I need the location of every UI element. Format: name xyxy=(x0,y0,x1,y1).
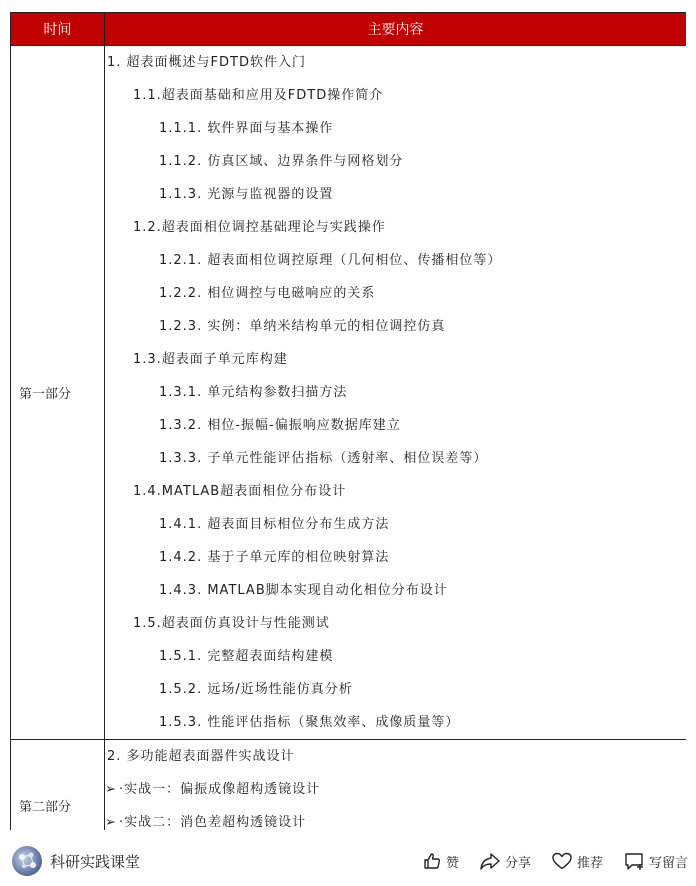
outline-line: 1.1.2. 仿真区域、边界条件与网格划分 xyxy=(159,154,404,169)
share-button[interactable] xyxy=(479,851,531,871)
table-header-row xyxy=(11,13,687,46)
recommend-label: 推荐 xyxy=(576,855,603,871)
comment-button[interactable] xyxy=(623,851,688,871)
part2-label: 第二部分 xyxy=(11,740,105,831)
part1-content xyxy=(105,46,687,740)
outline-line: 1. 超表面概述与FDTD软件入门 xyxy=(107,55,306,70)
outline-line: 1.1.1. 软件界面与基本操作 xyxy=(159,121,334,136)
comment-label: 写留言 xyxy=(648,855,688,871)
outline-line: 1.2.3. 实例：单纳米结构单元的相位调控仿真 xyxy=(159,319,446,334)
account-name[interactable]: 科研实践课堂 xyxy=(50,852,141,871)
part2-content xyxy=(105,740,687,831)
outline-line: 1.4.MATLAB超表面相位分布设计 xyxy=(133,484,347,499)
outline-line: 1.1.超表面基础和应用及FDTD操作简介 xyxy=(133,88,384,103)
outline-line: 1.4.3. MATLAB脚本实现自动化相位分布设计 xyxy=(159,583,448,598)
outline-line: 1.2.超表面相位调控基础理论与实践操作 xyxy=(133,220,386,235)
heart-icon xyxy=(551,851,573,871)
outline-line: 1.4.1. 超表面目标相位分布生成方法 xyxy=(159,517,390,532)
course-table xyxy=(10,12,686,830)
like-label: 赞 xyxy=(445,855,459,871)
like-button[interactable] xyxy=(422,851,459,871)
outline-line: 1.1.3. 光源与监视器的设置 xyxy=(159,187,334,202)
header-content: 主要内容 xyxy=(105,13,687,46)
outline-line: 1.3.2. 相位-振幅-偏振响应数据库建立 xyxy=(159,418,401,433)
outline-line: 1.5.超表面仿真设计与性能测试 xyxy=(133,616,330,631)
outline-line: 1.5.3. 性能评估指标（聚焦效率、成像质量等） xyxy=(159,715,460,730)
share-arrow-icon xyxy=(479,851,501,871)
outline-line: 1.3.超表面子单元库构建 xyxy=(133,352,288,367)
outline-line: 1.2.2. 相位调控与电磁响应的关系 xyxy=(159,286,376,301)
arrow-bullet-icon: ➢ xyxy=(105,782,117,797)
course-table-container xyxy=(10,12,686,830)
part2-title: 2. 多功能超表面器件实战设计 xyxy=(107,749,295,764)
table-row-part1 xyxy=(11,46,687,740)
header-time: 时间 xyxy=(11,13,105,46)
action-group xyxy=(402,846,688,876)
molecule-icon xyxy=(12,846,42,876)
list-item-text: ·实战二：消色差超构透镜设计 xyxy=(119,815,307,830)
recommend-button[interactable] xyxy=(551,851,603,871)
outline-line: 1.4.2. 基于子单元库的相位映射算法 xyxy=(159,550,390,565)
share-label: 分享 xyxy=(504,855,531,871)
part1-label: 第一部分 xyxy=(11,46,105,740)
list-item xyxy=(105,773,686,806)
list-item-text: ·实战一：偏振成像超构透镜设计 xyxy=(119,782,321,797)
thumbs-up-icon xyxy=(422,851,442,871)
outline-line: 1.5.2. 远场/近场性能仿真分析 xyxy=(159,682,353,697)
account-avatar[interactable] xyxy=(12,846,42,876)
outline-line: 1.2.1. 超表面相位调控原理（几何相位、传播相位等） xyxy=(159,253,502,268)
account-brand[interactable] xyxy=(12,846,140,876)
list-item xyxy=(105,806,686,830)
table-row-part2 xyxy=(11,740,687,831)
outline-line: 1.3.1. 单元结构参数扫描方法 xyxy=(159,385,348,400)
bottom-toolbar xyxy=(0,836,696,886)
arrow-bullet-icon: ➢ xyxy=(105,815,117,830)
comment-icon xyxy=(623,851,645,871)
outline-line: 1.5.1. 完整超表面结构建模 xyxy=(159,649,334,664)
outline-line: 1.3.3. 子单元性能评估指标（透射率、相位误差等） xyxy=(159,451,488,466)
